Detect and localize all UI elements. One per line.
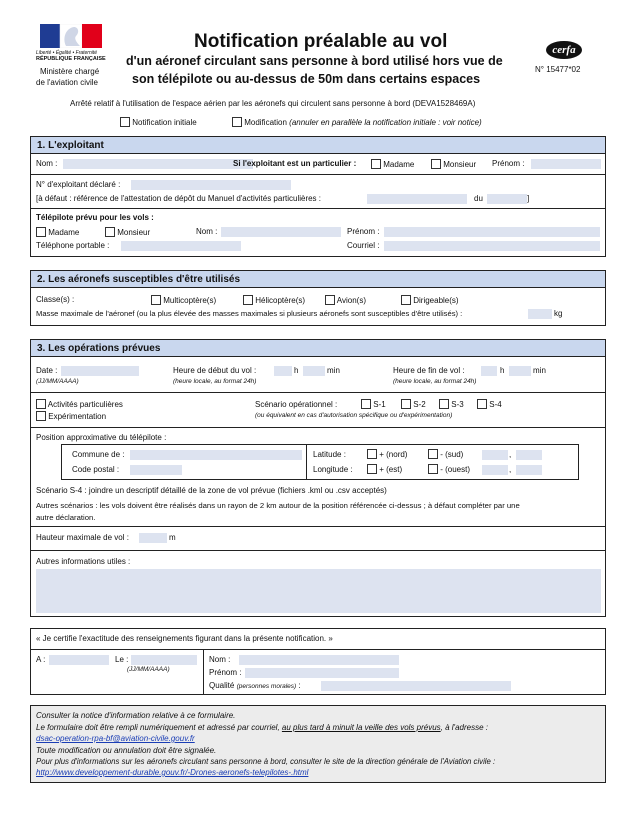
section-2-title: 2. Les aéronefs susceptibles d'être utilisés <box>31 271 605 288</box>
cerfa-logo-text: cerfa <box>552 44 576 56</box>
section-1-title: 1. L'exploitant <box>31 137 605 154</box>
heure-fin-min-field[interactable] <box>509 366 531 376</box>
modification-label: Modification <box>244 118 287 127</box>
scenario-note: (ou équivalent en cas d'autorisation spécifique ou d'expérimentation) <box>255 412 453 419</box>
heure-fin-note: (heure locale, au format 24h) <box>393 378 477 385</box>
notice-line-5: Pour plus d'informations sur les aéronefs circulant sans personne à bord, consulter le site de la direction générale de l'Aviation civile : <box>36 757 496 766</box>
lieu-label: A : <box>36 655 46 664</box>
experimentation-label: Expérimentation <box>48 412 107 421</box>
num-exploitant-field[interactable] <box>131 180 291 190</box>
page-title: Notification préalable au vol <box>194 31 448 52</box>
dirigeable-checkbox[interactable] <box>401 295 411 305</box>
section-exploitant <box>30 136 606 257</box>
heure-fin-min: min <box>533 366 546 375</box>
sud-label: - (sud) <box>440 450 464 459</box>
nord-label: + (nord) <box>379 450 408 459</box>
heure-debut-min: min <box>327 366 340 375</box>
notification-initiale-label: Notification initiale <box>132 118 197 127</box>
qualite-colon: : <box>298 681 301 690</box>
position-box <box>61 444 579 480</box>
attestation-label: [à défaut : référence de l'attestation de dépôt du Manuel d'activités particulières : <box>36 194 322 203</box>
experimentation-checkbox[interactable] <box>36 411 46 421</box>
notice-email-link[interactable]: dsac-operation-rpa-bf@aviation-civile.gouv.fr <box>36 734 195 743</box>
exploitant-madame-label: Madame <box>383 160 415 169</box>
exploitant-monsieur-option[interactable] <box>431 159 476 169</box>
autres-infos-label: Autres informations utiles : <box>36 557 131 566</box>
longitude-dec-field[interactable] <box>516 465 542 475</box>
commune-field[interactable] <box>130 450 302 460</box>
s4-note: Scénario S-4 : joindre un descriptif détaillé de la zone de vol prévue (fichiers .kml ou .csv acceptés) <box>36 486 387 495</box>
date-label: Date : <box>36 366 58 375</box>
republic-motto: Liberté • Égalité • Fraternité <box>36 50 98 56</box>
hauteur-label: Hauteur maximale de vol : <box>36 533 129 542</box>
date-format: (JJ/MM/AAAA) <box>36 378 79 385</box>
section-3-title: 3. Les opérations prévues <box>31 340 605 357</box>
nord-checkbox[interactable] <box>367 449 377 459</box>
scenario-s2-option[interactable] <box>401 399 426 409</box>
particulier-label: Si l'exploitant est un particulier : <box>233 159 357 168</box>
heure-debut-label: Heure de début du vol : <box>173 366 257 375</box>
activites-label: Activités particulières <box>47 400 123 409</box>
nord-option[interactable] <box>367 449 407 459</box>
longitude-comma: , <box>509 465 512 474</box>
date-sign-label: Le : <box>115 655 129 664</box>
ouest-label: - (ouest) <box>440 465 471 474</box>
exploitant-madame-option[interactable] <box>371 159 414 169</box>
qualite-field[interactable] <box>321 681 511 691</box>
telepilote-madame-option[interactable] <box>36 227 79 237</box>
republic-name: RÉPUBLIQUE FRANÇAISE <box>36 56 106 62</box>
section-certification <box>30 628 606 695</box>
attestation-field[interactable] <box>367 194 467 204</box>
longitude-label: Longitude : <box>313 465 353 474</box>
heure-fin-h-field[interactable] <box>481 366 497 376</box>
experimentation-option[interactable] <box>36 411 106 421</box>
heure-debut-h-field[interactable] <box>274 366 292 376</box>
code-postal-label: Code postal : <box>72 465 120 474</box>
ministry-line-2: de l'aviation civile <box>36 78 99 87</box>
dirigeable-option[interactable] <box>401 295 459 305</box>
activites-option[interactable] <box>36 399 123 409</box>
date-sign-field[interactable] <box>131 655 197 665</box>
attestation-bracket: ] <box>527 194 530 203</box>
est-label: + (est) <box>379 465 403 474</box>
exploitant-prenom-label: Prénom : <box>492 159 525 168</box>
sign-prenom-field[interactable] <box>245 668 399 678</box>
latitude-label: Latitude : <box>313 450 346 459</box>
exploitant-madame-checkbox[interactable] <box>371 159 381 169</box>
multicoptere-checkbox[interactable] <box>151 295 161 305</box>
multicoptere-option[interactable] <box>151 295 216 305</box>
num-exploitant-label: N° d'exploitant déclaré : <box>36 180 121 189</box>
subtitle-2: son télépilote ou au-dessus de 50m dans certains espaces <box>132 72 481 86</box>
scenario-s4-checkbox[interactable] <box>477 399 487 409</box>
kg-unit: kg <box>554 309 563 318</box>
sign-nom-label: Nom : <box>209 655 231 664</box>
dirigeable-label: Dirigeable(s) <box>413 296 459 305</box>
qualite-label <box>209 681 301 690</box>
sud-option[interactable] <box>428 449 463 459</box>
telephone-label: Téléphone portable : <box>36 241 110 250</box>
latitude-comma: , <box>509 450 512 459</box>
scenario-s3-label: S-3 <box>451 400 464 409</box>
notice-box <box>30 705 606 783</box>
date-sign-format: (JJ/MM/AAAA) <box>127 666 170 673</box>
certification-text: « Je certifie l'exactitude des renseignements figurant dans la présente notification. » <box>36 634 333 643</box>
scenario-s1-option[interactable] <box>361 399 386 409</box>
marianne-logo <box>40 24 102 48</box>
autres-infos-field[interactable] <box>36 569 601 613</box>
notice-url-link[interactable]: http://www.developpement-durable.gouv.fr/-Drones-aeronefs-telepilotes-.html <box>36 768 309 777</box>
telepilote-madame-label: Madame <box>48 228 80 237</box>
avion-option[interactable] <box>325 295 366 305</box>
ouest-checkbox[interactable] <box>428 464 438 474</box>
section-operations <box>30 339 606 617</box>
attestation-du-label: du <box>474 194 483 203</box>
decree-reference: Arrêté relatif à l'utilisation de l'espace aérien par les aéronefs qui circulent sans personne à bord (DEVA1528469A) <box>70 99 476 108</box>
position-label: Position approximative du télépilote : <box>36 433 167 442</box>
attestation-date-field[interactable] <box>487 194 530 204</box>
sud-checkbox[interactable] <box>428 449 438 459</box>
scenario-s3-option[interactable] <box>439 399 464 409</box>
scenario-s1-checkbox[interactable] <box>361 399 371 409</box>
avion-label: Avion(s) <box>336 296 366 305</box>
scenario-label: Scénario opérationnel : <box>255 400 338 409</box>
multicoptere-label: Multicoptère(s) <box>163 296 217 305</box>
telepilote-prenom-label: Prénom : <box>347 227 380 236</box>
helicoptere-label: Hélicoptère(s) <box>255 296 306 305</box>
masse-field[interactable] <box>528 309 552 319</box>
activites-checkbox[interactable] <box>36 399 46 409</box>
code-postal-field[interactable] <box>130 465 182 475</box>
heure-debut-h: h <box>294 366 299 375</box>
courriel-label: Courriel : <box>347 241 380 250</box>
telepilote-nom-label: Nom : <box>196 227 218 236</box>
longitude-deg-field[interactable] <box>482 465 508 475</box>
cerfa-logo <box>546 41 582 59</box>
nom-label: Nom : <box>36 159 58 168</box>
nom-field[interactable] <box>63 159 253 169</box>
modification-option[interactable] <box>232 117 482 127</box>
exploitant-monsieur-checkbox[interactable] <box>431 159 441 169</box>
exploitant-prenom-field[interactable] <box>531 159 601 169</box>
autres-scenarios-1: Autres scénarios : les vols doivent être réalisés dans un rayon de 2 km autour de la position référencée ci-dessus ; à défaut compléter par une <box>36 501 520 510</box>
notice-line-1: Consulter la notice d'information relative à ce formulaire. <box>36 711 236 720</box>
hauteur-unit: m <box>169 533 176 542</box>
notice-line-2a: Le formulaire doit être rempli numériquement et adressé par courriel, <box>36 723 280 732</box>
telephone-field[interactable] <box>121 241 241 251</box>
heure-debut-min-field[interactable] <box>303 366 325 376</box>
avion-checkbox[interactable] <box>325 295 335 305</box>
qualite-text: Qualité <box>209 681 235 690</box>
courriel-field[interactable] <box>384 241 600 251</box>
latitude-dec-field[interactable] <box>516 450 542 460</box>
telepilote-monsieur-label: Monsieur <box>117 228 151 237</box>
autres-scenarios-2: autre déclaration. <box>36 513 96 522</box>
exploitant-monsieur-label: Monsieur <box>443 160 477 169</box>
scenario-s2-checkbox[interactable] <box>401 399 411 409</box>
lieu-field[interactable] <box>49 655 109 665</box>
telepilote-nom-field[interactable] <box>221 227 341 237</box>
latitude-deg-field[interactable] <box>482 450 508 460</box>
notification-initiale-checkbox[interactable] <box>120 117 130 127</box>
ministry-line-1: Ministère chargé <box>40 67 100 76</box>
commune-label: Commune de : <box>72 450 125 459</box>
scenario-s4-option[interactable] <box>477 399 502 409</box>
classes-label: Classe(s) : <box>36 295 75 304</box>
est-option[interactable] <box>367 464 402 474</box>
date-field[interactable] <box>61 366 139 376</box>
notice-line-2 <box>36 723 488 732</box>
notice-deadline: au plus tard à minuit la veille des vols prévus <box>281 723 441 732</box>
telepilote-madame-checkbox[interactable] <box>36 227 46 237</box>
telepilote-monsieur-option[interactable] <box>105 227 150 237</box>
notification-initiale-option[interactable] <box>120 117 197 127</box>
telepilote-monsieur-checkbox[interactable] <box>105 227 115 237</box>
est-checkbox[interactable] <box>367 464 377 474</box>
notice-line-2c: , à l'adresse : <box>440 723 488 732</box>
scenario-s2-label: S-2 <box>413 400 426 409</box>
qualite-note: (personnes morales) <box>236 683 297 690</box>
scenario-s1-label: S-1 <box>373 400 386 409</box>
subtitle-1: d'un aéronef circulant sans personne à bord utilisé hors vue de <box>126 54 503 68</box>
section-aeronefs <box>30 270 606 326</box>
notice-line-4: Toute modification ou annulation doit être signalée. <box>36 746 217 755</box>
heure-fin-label: Heure de fin de vol : <box>393 366 465 375</box>
telepilote-prenom-field[interactable] <box>384 227 600 237</box>
modification-note: (annuler en parallèle la notification initiale : voir notice) <box>289 118 482 127</box>
heure-fin-h: h <box>500 366 505 375</box>
cerfa-number: N° 15477*02 <box>535 65 581 74</box>
telepilote-label: Télépilote prévu pour les vols : <box>36 213 154 222</box>
scenario-s3-checkbox[interactable] <box>439 399 449 409</box>
heure-debut-note: (heure locale, au format 24h) <box>173 378 257 385</box>
scenario-s4-label: S-4 <box>489 400 502 409</box>
sign-nom-field[interactable] <box>239 655 399 665</box>
masse-label: Masse maximale de l'aéronef (ou la plus élevée des masses maximales si plusieurs aéronefs sont susceptibles d'être utilisés) : <box>36 309 463 318</box>
helicoptere-option[interactable] <box>243 295 305 305</box>
modification-checkbox[interactable] <box>232 117 242 127</box>
helicoptere-checkbox[interactable] <box>243 295 253 305</box>
hauteur-field[interactable] <box>139 533 167 543</box>
ouest-option[interactable] <box>428 464 470 474</box>
sign-prenom-label: Prénom : <box>209 668 242 677</box>
